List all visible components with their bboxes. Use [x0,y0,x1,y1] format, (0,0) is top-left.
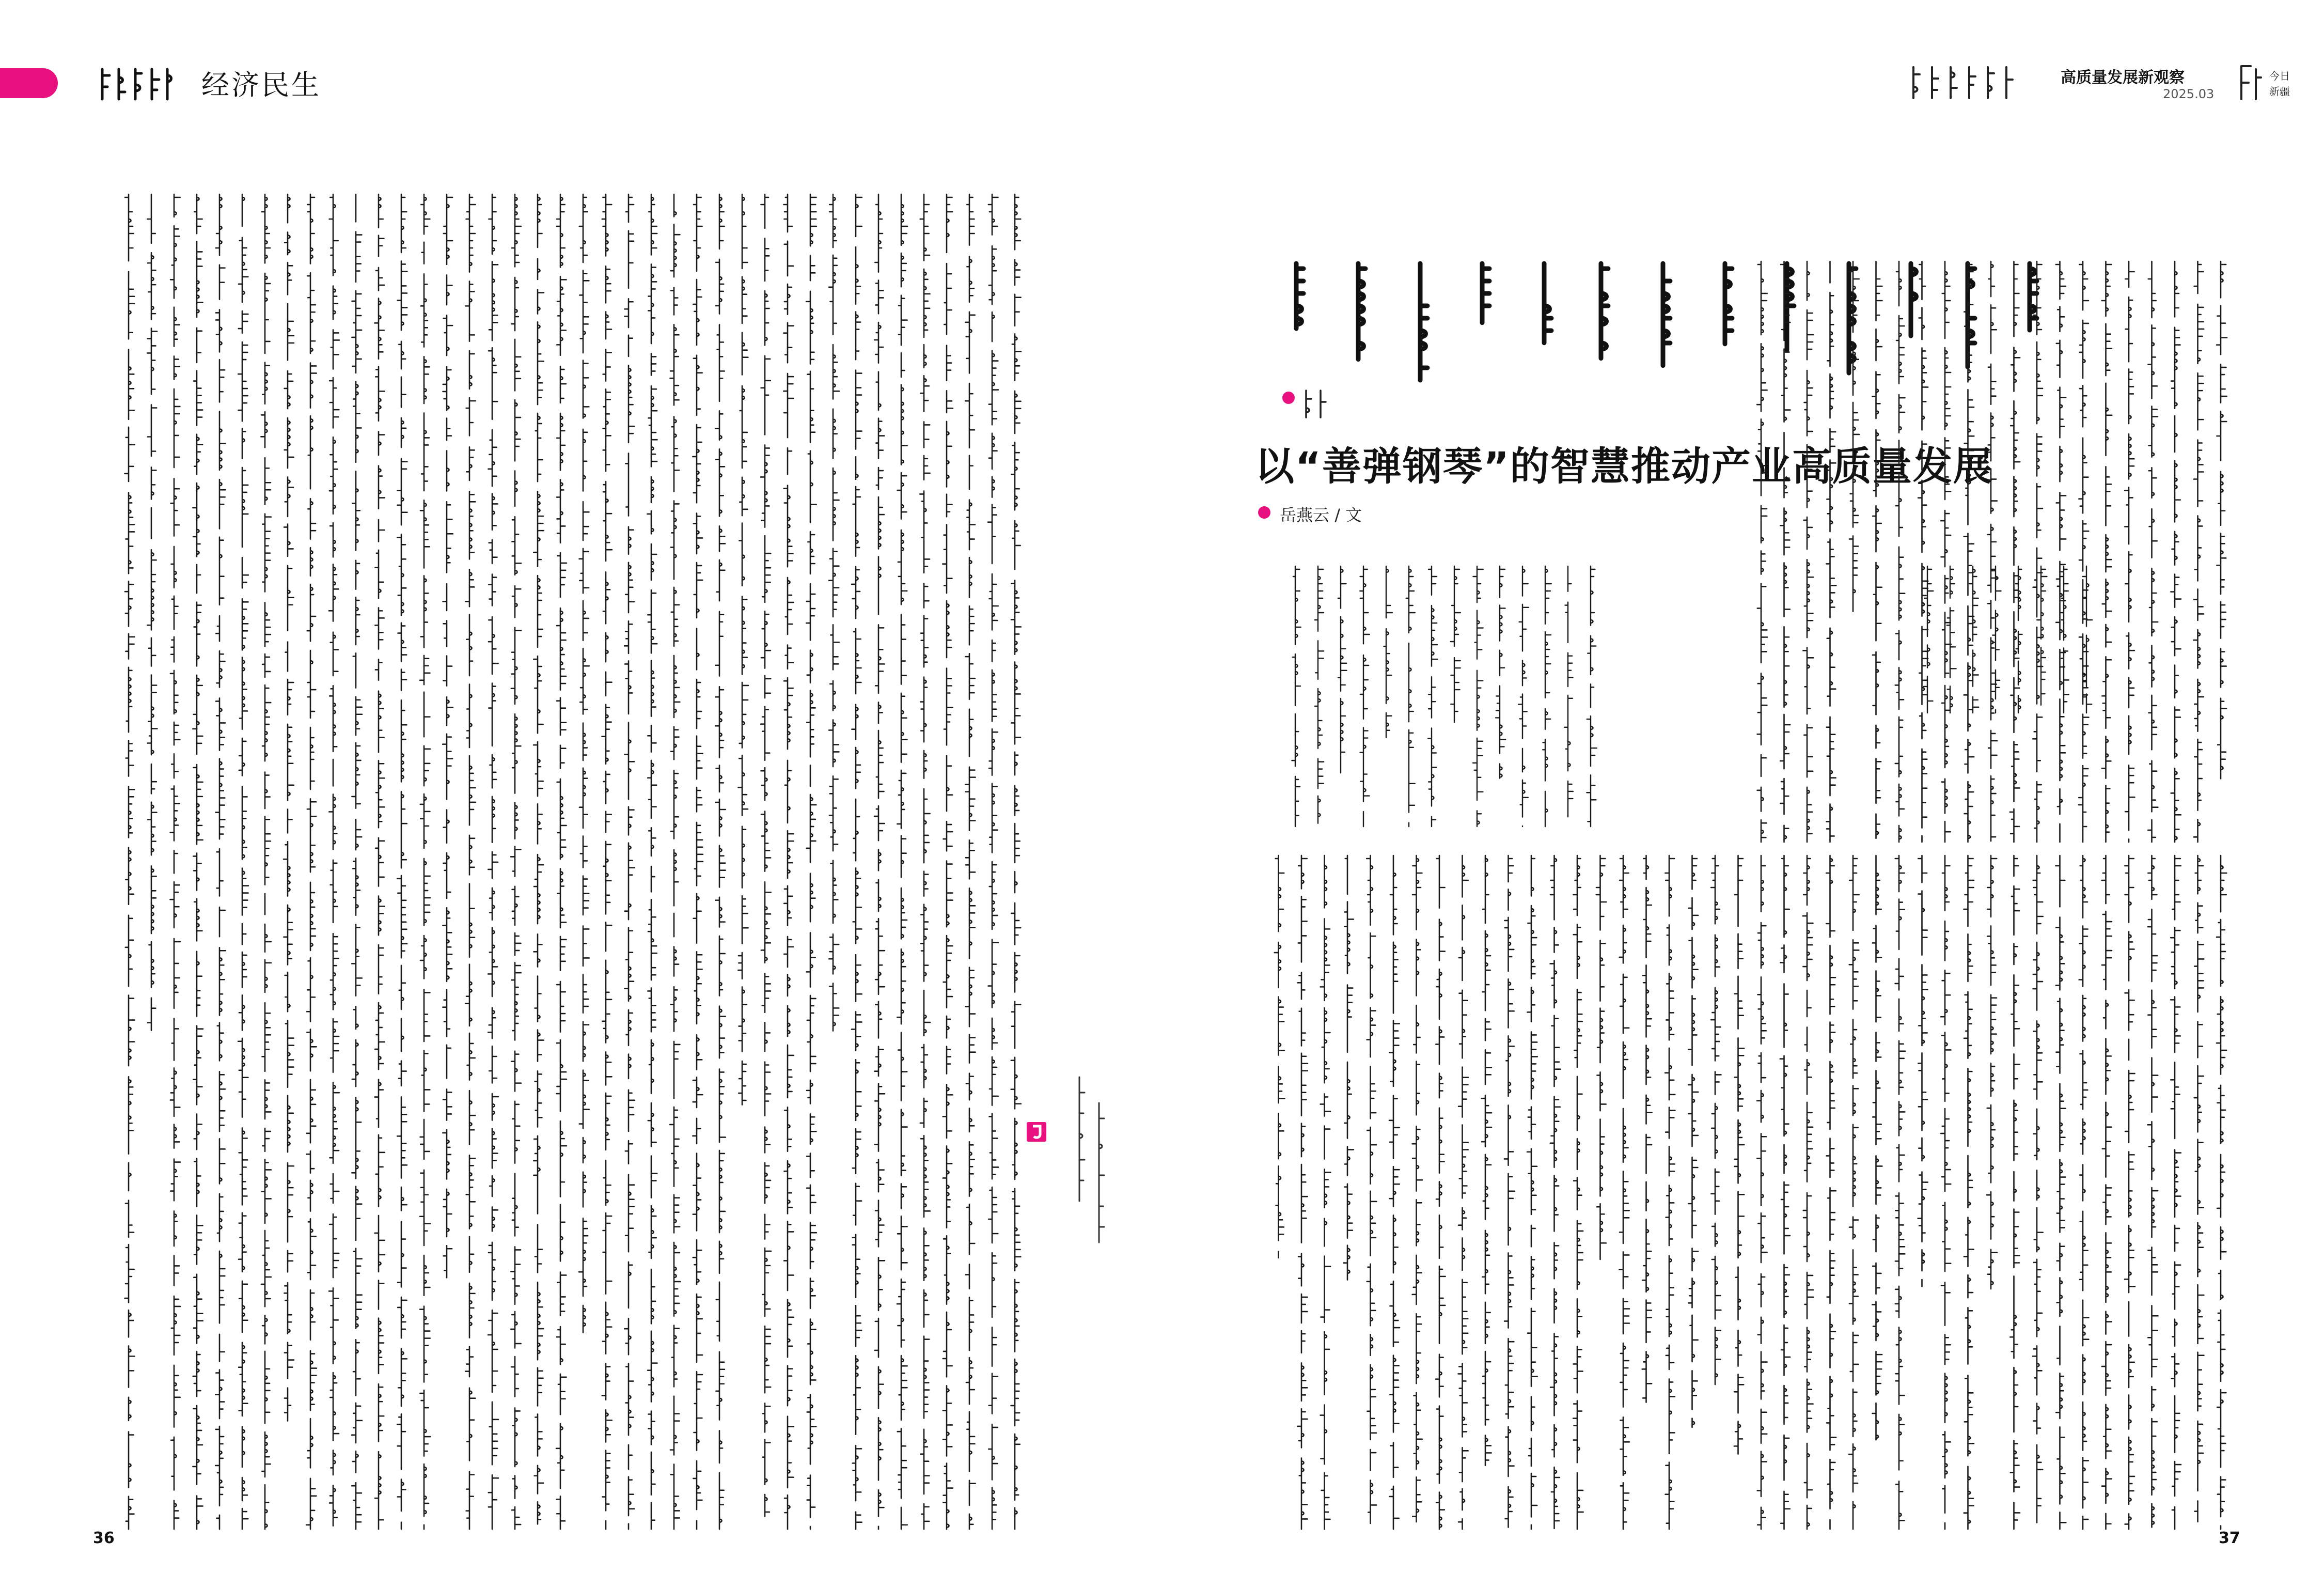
right-upper-column [2217,261,2227,779]
left-body-column [238,194,248,1529]
left-body-column [124,194,134,1529]
magazine-logo [2236,62,2294,103]
title-word [1601,263,1608,359]
left-body-column [579,194,589,1333]
intro-a-column [1315,566,1324,823]
left-body-column [670,194,680,1529]
right-upper-column [1872,261,1882,838]
left-body-column [193,194,203,1529]
left-body-column [988,194,998,1529]
column-title-mongolian [1908,64,2022,101]
title-word [1482,263,1489,323]
right-body-column [1780,855,1790,1529]
left-body-column [261,194,271,1529]
left-body-column [874,194,885,1529]
left-body-column [761,194,771,1516]
left-body-column [556,194,567,1529]
right-body-column [1734,855,1744,1454]
right-body-column [1321,855,1331,1529]
right-upper-column [2125,261,2134,842]
right-upper-column [2194,261,2204,842]
left-body-column [829,194,839,1031]
left-body-column [375,194,385,1529]
left-body-column [920,194,930,1529]
logo-text-bottom: 新疆 [2269,85,2290,98]
right-body-column [1504,855,1515,1528]
left-body-column [397,194,407,1529]
left-body-column [329,194,339,1526]
left-body-column [170,194,180,1529]
right-body-column [1849,855,1859,1529]
intro-a-column [1338,566,1347,773]
right-body-column [1826,855,1836,1529]
right-upper-column [1895,261,1905,842]
right-body-column [1344,855,1354,1280]
left-body-column [647,194,657,1529]
right-upper-column [1780,261,1790,842]
intro-a-column [1473,566,1483,827]
right-upper-column [1988,261,1997,841]
right-body-column [1527,855,1537,1529]
tag-dot [1282,392,1295,404]
right-upper-column [2056,261,2066,842]
right-body-column [1596,855,1606,1259]
left-body-column [215,194,226,1529]
right-body-column [2010,855,2020,1529]
left-body-column [284,194,294,1421]
right-body-column [2125,855,2135,1529]
right-upper-column [1941,261,1951,842]
intro-a-column [1428,566,1437,827]
right-body-column [2102,855,2112,1529]
title-word [1358,263,1365,360]
left-body-column [511,194,521,1529]
right-body-column [2217,855,2226,1529]
left-body-column [897,194,907,1529]
right-body-column [1964,855,1974,1529]
right-body-column [1642,855,1652,1403]
right-body-column [1412,855,1422,1522]
intro-a-column [1292,566,1300,827]
intro-block-left [1260,563,1601,832]
left-body-column [852,194,862,1529]
caption-marker [1027,1122,1046,1142]
right-body-column [2056,855,2066,1529]
page-number-right: 37 [2219,1529,2240,1547]
left-body-column [943,194,953,1529]
right-body-column [1688,855,1698,1427]
right-body-column [1918,855,1928,1286]
title-word [1296,263,1304,329]
title-word [1544,263,1551,343]
right-body-column [1458,855,1468,1529]
right-upper-column [2171,261,2181,842]
right-page-upper-text [1746,258,2231,852]
left-body-column [533,194,544,1524]
left-body-column [602,194,611,1529]
right-upper-column [1918,261,1928,842]
right-body-column [1665,855,1675,1529]
left-body-column [806,194,816,1529]
intro-a-column [1564,566,1573,817]
intro-a-column [1587,566,1596,827]
right-body-column [1482,855,1491,1466]
right-body-column [1619,855,1629,1529]
author-suffix: / 文 [1334,505,1362,525]
right-body-column [2194,855,2204,1522]
intro-a-column [1518,566,1529,827]
right-body-column [1895,855,1905,1529]
left-body-column [420,194,430,1529]
right-body-column [2148,855,2158,1527]
title-word [1420,263,1427,380]
right-upper-column [2102,261,2112,842]
left-body-column [147,194,157,1031]
right-upper-column [1803,261,1813,842]
intro-a-column [1543,566,1551,827]
title-word [1663,263,1670,366]
left-body-column [738,194,748,1105]
right-body-column [1436,855,1445,1529]
page-number-left: 36 [93,1529,115,1547]
article-title: 以“善弹钢琴”的智慧推动产业高质量发展 [1255,443,1993,489]
right-body-column [1803,855,1813,1529]
section-tab [0,68,58,98]
right-body-column [1367,855,1376,1523]
intro-a-column [1451,566,1461,722]
left-body-column [443,194,453,1278]
right-body-column [2079,855,2089,1529]
left-body-column [488,194,498,1529]
right-body-column [1872,855,1882,1440]
right-upper-column [1849,261,1859,612]
right-body-column [1757,855,1767,1529]
intro-a-column [1496,566,1505,779]
right-body-column [1550,855,1561,1529]
right-upper-column [2033,261,2043,842]
intro-a-column [1406,566,1415,827]
left-page-body-text [106,191,1025,1539]
right-page-body-text [1260,852,2231,1534]
author-line [1280,502,1362,526]
right-upper-column [2079,261,2089,842]
left-body-column [306,194,317,1529]
right-body-column [2171,855,2181,1529]
right-body-column [1275,855,1285,1258]
left-body-column [352,194,362,1529]
tag-mongolian [1299,388,1330,419]
left-body-column [465,194,476,1529]
right-body-column [1941,855,1951,1529]
left-body-column [624,194,634,1529]
left-body-column [965,194,976,1529]
intro-a-column [1360,566,1369,827]
photo-caption [1069,1072,1110,1248]
author-dot [1258,506,1270,519]
column-title: 高质量发展新观察 [2061,69,2185,87]
author-name: 岳燕云 [1280,505,1330,525]
right-body-column [2033,855,2043,1522]
right-upper-column [1757,261,1767,842]
right-body-column [1573,855,1583,1529]
right-body-column [1389,855,1400,1529]
right-body-column [1711,855,1721,1384]
issue-date: 2025.03 [2163,87,2215,101]
right-upper-column [1964,261,1974,842]
left-body-column [1011,194,1021,1529]
right-upper-column [2148,261,2158,842]
title-word [1725,263,1732,344]
left-body-column [693,194,703,1529]
right-upper-column [2010,261,2020,842]
section-title-mongolian [98,66,176,102]
right-body-column [1987,855,1997,1289]
left-body-column [715,194,726,1529]
logo-text-top: 今日 [2269,70,2290,82]
left-body-column [783,194,794,1529]
right-upper-column [1826,261,1836,842]
section-title: 经济民生 [201,69,321,101]
right-body-column [1297,855,1307,1529]
intro-a-column [1384,566,1392,738]
